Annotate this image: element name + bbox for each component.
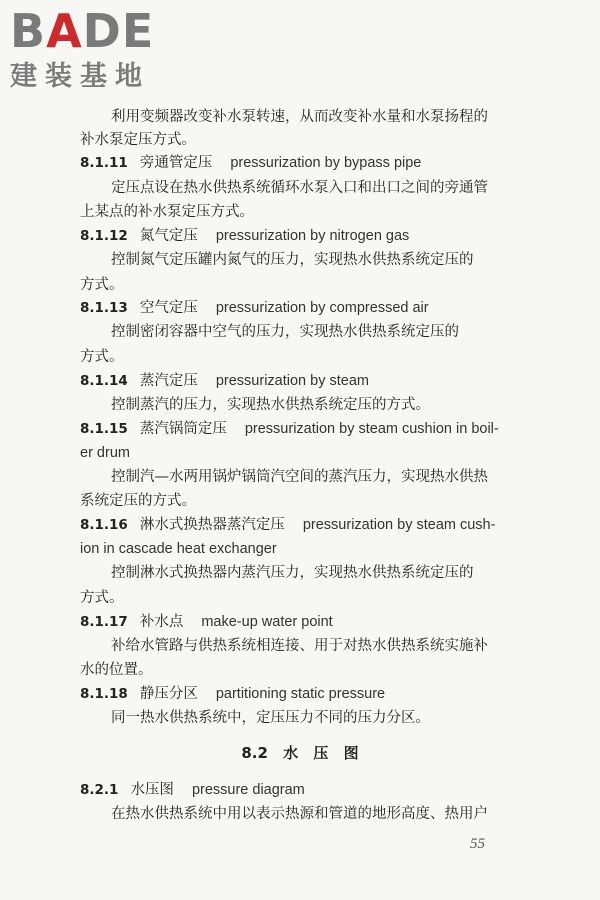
term-english: pressurization by compressed air — [215, 300, 429, 316]
clause-number: 8.1.15 — [80, 421, 128, 437]
term-chinese: 静压分区 — [139, 686, 198, 702]
term-english-continued: er drum — [80, 445, 130, 461]
term-english: partitioning static pressure — [215, 686, 386, 702]
paragraph-line: 系统定压的方式。 — [80, 493, 196, 509]
paragraph-line: 控制淋水式换热器内蒸汽压力，实现热水供热系统定压的 — [111, 565, 474, 581]
clause-number: 8.1.17 — [80, 614, 128, 630]
paragraph-line: 上某点的补水泵定压方式。 — [80, 204, 254, 220]
clause-number: 8.1.18 — [80, 686, 128, 702]
paragraph-line: 控制蒸汽的压力，实现热水供热系统定压的方式。 — [111, 397, 430, 413]
term-chinese: 蒸汽定压 — [139, 373, 198, 389]
section-heading: 8.2 水 压 图 — [241, 744, 359, 762]
paragraph-line: 方式。 — [80, 277, 124, 293]
paragraph-line: 方式。 — [80, 590, 124, 606]
clause-number: 8.1.11 — [80, 155, 128, 171]
paragraph-line: 在热水供热系统中用以表示热源和管道的地形高度、热用户 — [111, 806, 488, 822]
paragraph-line: 方式。 — [80, 349, 124, 365]
term-entry — [80, 371, 369, 391]
term-entry — [80, 780, 305, 800]
term-chinese: 旁通管定压 — [139, 155, 213, 171]
clause-number: 8.2.1 — [80, 782, 119, 798]
paragraph-line: 同一热水供热系统中，定压压力不同的压力分区。 — [111, 710, 430, 726]
term-chinese: 氮气定压 — [139, 228, 198, 244]
paragraph-line: 水的位置。 — [80, 662, 153, 678]
logo-brand: BADE — [10, 4, 155, 58]
term-chinese: 空气定压 — [139, 300, 198, 316]
term-entry — [80, 153, 421, 173]
term-english: pressurization by steam cush- — [302, 517, 496, 533]
term-entry — [80, 515, 495, 535]
logo-subtitle: 建装基地 — [10, 61, 150, 92]
term-entry — [80, 612, 333, 632]
term-english-continued: ion in cascade heat exchanger — [80, 541, 277, 557]
term-english: pressurization by steam — [215, 373, 369, 389]
page-number: 55 — [470, 836, 485, 852]
clause-number: 8.1.16 — [80, 517, 128, 533]
paragraph-line: 控制氮气定压罐内氮气的压力，实现热水供热系统定压的 — [111, 252, 474, 268]
term-english: pressurization by nitrogen gas — [215, 228, 410, 244]
term-entry — [80, 226, 409, 246]
term-chinese: 淋水式换热器蒸汽定压 — [139, 517, 285, 533]
clause-number: 8.1.12 — [80, 228, 128, 244]
term-entry — [80, 298, 429, 318]
term-chinese: 补水点 — [139, 614, 184, 630]
term-entry — [80, 419, 499, 439]
paragraph-line: 控制密闭容器中空气的压力，实现热水供热系统定压的 — [111, 324, 459, 340]
paragraph-line: 补给水管路与供热系统相连接、用于对热水供热系统实施补 — [111, 638, 488, 654]
bade-logo — [10, 6, 182, 94]
paragraph-line: 定压点设在热水供热系统循环水泵入口和出口之间的旁通管 — [111, 180, 488, 196]
term-english: pressurization by bypass pipe — [230, 155, 422, 171]
clause-number: 8.1.14 — [80, 373, 128, 389]
paragraph-line: 控制汽—水两用锅炉锅筒汽空间的蒸汽压力，实现热水供热 — [111, 469, 488, 485]
term-english: make-up water point — [201, 614, 333, 630]
term-english: pressurization by steam cushion in boil- — [244, 421, 499, 437]
paragraph-line: 利用变频器改变补水泵转速，从而改变补水量和水泵扬程的 — [111, 109, 488, 125]
clause-number: 8.1.13 — [80, 300, 128, 316]
paragraph-line: 补水泵定压方式。 — [80, 132, 196, 148]
term-english: pressure diagram — [191, 782, 305, 798]
term-chinese: 蒸汽锅筒定压 — [139, 421, 227, 437]
term-chinese: 水压图 — [130, 782, 174, 798]
term-entry — [80, 684, 385, 704]
